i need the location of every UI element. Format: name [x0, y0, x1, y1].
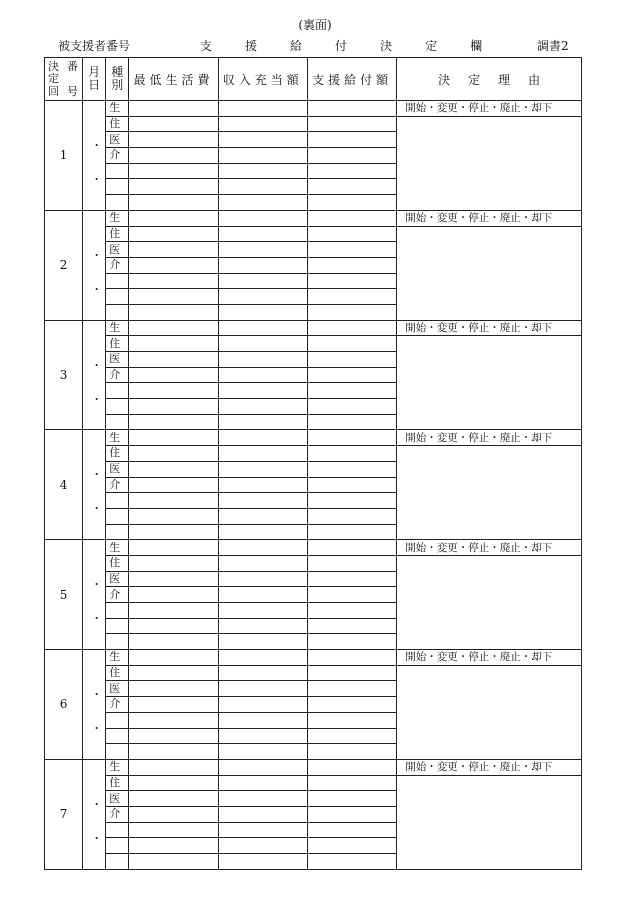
- table-row: [45, 446, 582, 462]
- support-amount-cell[interactable]: [307, 838, 396, 854]
- min-living-cost-header: 最低生活費: [129, 58, 218, 101]
- type-cell: 医: [106, 132, 129, 148]
- form-title-char: 決: [380, 39, 393, 53]
- income-allocation-cell[interactable]: [218, 744, 307, 760]
- date-separator: ・: [91, 502, 103, 516]
- type-cell: 住: [106, 446, 129, 462]
- date-cell[interactable]: [83, 101, 106, 211]
- header-char: 由: [528, 72, 541, 87]
- support-amount-cell[interactable]: [307, 806, 396, 822]
- date-separator: ・: [91, 468, 103, 482]
- date-header-month: 月: [88, 65, 101, 79]
- min-living-cost-cell[interactable]: [129, 508, 218, 524]
- type-cell: 医: [106, 571, 129, 587]
- header-char: 定: [48, 72, 59, 85]
- reason-options[interactable]: 開始・変更・停止・廃止・却下: [397, 650, 582, 666]
- min-living-cost-cell[interactable]: [129, 399, 218, 415]
- type-cell-blank[interactable]: [106, 854, 129, 870]
- support-amount-cell[interactable]: [307, 257, 396, 273]
- date-header: [83, 58, 106, 101]
- income-allocation-cell[interactable]: [218, 665, 307, 681]
- type-header-line2: 別: [111, 78, 124, 92]
- min-living-cost-cell[interactable]: [129, 806, 218, 822]
- support-amount-cell[interactable]: [307, 367, 396, 383]
- date-separator: ・: [91, 831, 103, 845]
- support-amount-cell[interactable]: [307, 681, 396, 697]
- support-amount-cell[interactable]: [307, 759, 396, 775]
- type-header: [106, 58, 129, 101]
- min-living-cost-cell[interactable]: [129, 430, 218, 446]
- support-amount-cell[interactable]: [307, 493, 396, 509]
- min-living-cost-cell[interactable]: [129, 791, 218, 807]
- support-amount-cell[interactable]: [307, 791, 396, 807]
- min-living-cost-cell[interactable]: [129, 618, 218, 634]
- type-cell: 介: [106, 477, 129, 493]
- type-cell: 介: [106, 587, 129, 603]
- type-cell: 介: [106, 367, 129, 383]
- type-cell-blank[interactable]: [106, 524, 129, 540]
- income-allocation-cell[interactable]: [218, 603, 307, 619]
- min-living-cost-cell[interactable]: [129, 461, 218, 477]
- date-separator: ・: [91, 139, 103, 152]
- support-amount-cell[interactable]: [307, 555, 396, 571]
- type-cell: 医: [106, 352, 129, 368]
- type-cell-blank[interactable]: [106, 744, 129, 760]
- decision-number: 5: [45, 540, 83, 650]
- date-separator: ・: [91, 688, 103, 702]
- type-cell: 住: [106, 116, 129, 132]
- min-living-cost-cell[interactable]: [129, 336, 218, 352]
- min-living-cost-cell[interactable]: [129, 226, 218, 242]
- type-cell: 介: [106, 257, 129, 273]
- table-row: [45, 759, 582, 775]
- support-amount-cell[interactable]: [307, 524, 396, 540]
- type-cell: 生: [106, 101, 129, 117]
- support-amount-header: 支援給付額: [307, 58, 396, 101]
- income-allocation-cell[interactable]: [218, 854, 307, 870]
- min-living-cost-cell[interactable]: [129, 697, 218, 713]
- income-allocation-cell[interactable]: [218, 289, 307, 305]
- min-living-cost-cell[interactable]: [129, 744, 218, 760]
- min-living-cost-cell[interactable]: [129, 571, 218, 587]
- support-amount-cell[interactable]: [307, 477, 396, 493]
- table-header-row: [45, 58, 582, 101]
- table-row: [45, 116, 582, 132]
- reverse-side-label: (裏面): [298, 18, 332, 32]
- min-living-cost-cell[interactable]: [129, 493, 218, 509]
- support-amount-cell[interactable]: [307, 179, 396, 195]
- support-amount-cell[interactable]: [307, 101, 396, 117]
- income-allocation-cell[interactable]: [218, 712, 307, 728]
- date-cell[interactable]: [83, 540, 106, 650]
- type-cell: 生: [106, 320, 129, 336]
- reason-body-cell[interactable]: [397, 226, 582, 320]
- header-char: 決: [438, 72, 451, 87]
- income-allocation-cell[interactable]: [218, 352, 307, 368]
- income-allocation-cell[interactable]: [218, 163, 307, 179]
- income-allocation-cell[interactable]: [218, 210, 307, 226]
- support-amount-cell[interactable]: [307, 320, 396, 336]
- support-amount-cell[interactable]: [307, 352, 396, 368]
- form-title-char: 付: [335, 39, 348, 53]
- date-cell[interactable]: [83, 759, 106, 869]
- income-allocation-cell[interactable]: [218, 806, 307, 822]
- min-living-cost-cell[interactable]: [129, 446, 218, 462]
- min-living-cost-cell[interactable]: [129, 242, 218, 258]
- type-cell-blank[interactable]: [106, 163, 129, 179]
- income-allocation-cell[interactable]: [218, 399, 307, 415]
- income-allocation-cell[interactable]: [218, 508, 307, 524]
- support-amount-cell[interactable]: [307, 618, 396, 634]
- table-row: [45, 555, 582, 571]
- recipient-number-label: 被支援者番号: [58, 39, 131, 53]
- reason-options[interactable]: 開始・変更・停止・廃止・却下: [397, 540, 582, 556]
- min-living-cost-cell[interactable]: [129, 524, 218, 540]
- header-char: 回: [48, 85, 59, 98]
- type-cell-blank[interactable]: [106, 493, 129, 509]
- type-cell-blank[interactable]: [106, 179, 129, 195]
- income-allocation-cell[interactable]: [218, 383, 307, 399]
- table-row: [45, 540, 582, 556]
- type-cell-blank[interactable]: [106, 634, 129, 650]
- min-living-cost-cell[interactable]: [129, 352, 218, 368]
- reason-body-cell[interactable]: [397, 775, 582, 869]
- type-cell: 住: [106, 665, 129, 681]
- min-living-cost-cell[interactable]: [129, 210, 218, 226]
- type-cell-blank[interactable]: [106, 289, 129, 305]
- type-cell: 住: [106, 226, 129, 242]
- decision-number: 2: [45, 210, 83, 320]
- income-allocation-cell[interactable]: [218, 650, 307, 666]
- min-living-cost-cell[interactable]: [129, 132, 218, 148]
- type-cell: 生: [106, 430, 129, 446]
- min-living-cost-cell[interactable]: [129, 603, 218, 619]
- income-allocation-cell[interactable]: [218, 320, 307, 336]
- type-cell-blank[interactable]: [106, 399, 129, 415]
- type-cell: 医: [106, 242, 129, 258]
- income-allocation-cell[interactable]: [218, 838, 307, 854]
- type-header-line1: 種: [111, 65, 124, 79]
- support-amount-cell[interactable]: [307, 634, 396, 650]
- min-living-cost-cell[interactable]: [129, 289, 218, 305]
- min-living-cost-cell[interactable]: [129, 383, 218, 399]
- table-row: [45, 430, 582, 446]
- type-cell-blank[interactable]: [106, 304, 129, 320]
- header-char: 番: [67, 60, 78, 73]
- min-living-cost-cell[interactable]: [129, 838, 218, 854]
- reason-options[interactable]: 開始・変更・停止・廃止・却下: [397, 430, 582, 446]
- date-separator: ・: [91, 282, 103, 296]
- income-allocation-cell[interactable]: [218, 226, 307, 242]
- type-cell-blank[interactable]: [106, 728, 129, 744]
- support-amount-cell[interactable]: [307, 775, 396, 791]
- table-row: [45, 665, 582, 681]
- income-allocation-cell[interactable]: [218, 148, 307, 164]
- min-living-cost-cell[interactable]: [129, 854, 218, 870]
- income-allocation-header: 収入充当額: [218, 58, 307, 101]
- type-cell: 医: [106, 791, 129, 807]
- type-cell-blank[interactable]: [106, 618, 129, 634]
- support-amount-cell[interactable]: [307, 383, 396, 399]
- support-amount-cell[interactable]: [307, 854, 396, 870]
- type-cell-blank[interactable]: [106, 273, 129, 289]
- income-allocation-cell[interactable]: [218, 446, 307, 462]
- form-title: [200, 37, 515, 54]
- support-amount-cell[interactable]: [307, 195, 396, 211]
- min-living-cost-cell[interactable]: [129, 555, 218, 571]
- support-amount-cell[interactable]: [307, 587, 396, 603]
- income-allocation-cell[interactable]: [218, 540, 307, 556]
- type-cell-blank[interactable]: [106, 195, 129, 211]
- type-cell: 介: [106, 697, 129, 713]
- support-amount-cell[interactable]: [307, 540, 396, 556]
- type-cell-blank[interactable]: [106, 414, 129, 430]
- form-title-char: 援: [245, 39, 258, 53]
- type-cell-blank[interactable]: [106, 383, 129, 399]
- type-cell: 医: [106, 681, 129, 697]
- table-row: [45, 775, 582, 791]
- date-separator: ・: [91, 173, 103, 186]
- min-living-cost-cell[interactable]: [129, 148, 218, 164]
- min-living-cost-cell[interactable]: [129, 712, 218, 728]
- min-living-cost-cell[interactable]: [129, 759, 218, 775]
- table-row: [45, 320, 582, 336]
- min-living-cost-cell[interactable]: [129, 650, 218, 666]
- type-cell: 生: [106, 540, 129, 556]
- header-char: 理: [498, 72, 511, 87]
- income-allocation-cell[interactable]: [218, 681, 307, 697]
- reason-options[interactable]: 開始・変更・停止・廃止・却下: [397, 210, 582, 226]
- support-amount-cell[interactable]: [307, 712, 396, 728]
- income-allocation-cell[interactable]: [218, 822, 307, 838]
- min-living-cost-cell[interactable]: [129, 304, 218, 320]
- income-allocation-cell[interactable]: [218, 477, 307, 493]
- min-living-cost-cell[interactable]: [129, 179, 218, 195]
- income-allocation-cell[interactable]: [218, 493, 307, 509]
- support-amount-cell[interactable]: [307, 461, 396, 477]
- table-row: [45, 226, 582, 242]
- income-allocation-cell[interactable]: [218, 555, 307, 571]
- reason-body-cell[interactable]: [397, 665, 582, 759]
- reason-options[interactable]: 開始・変更・停止・廃止・却下: [397, 759, 582, 775]
- type-cell: 介: [106, 806, 129, 822]
- income-allocation-cell[interactable]: [218, 571, 307, 587]
- min-living-cost-cell[interactable]: [129, 822, 218, 838]
- min-living-cost-cell[interactable]: [129, 163, 218, 179]
- support-amount-cell[interactable]: [307, 414, 396, 430]
- date-cell[interactable]: [83, 430, 106, 540]
- income-allocation-cell[interactable]: [218, 304, 307, 320]
- income-allocation-cell[interactable]: [218, 618, 307, 634]
- min-living-cost-cell[interactable]: [129, 775, 218, 791]
- support-amount-cell[interactable]: [307, 242, 396, 258]
- income-allocation-cell[interactable]: [218, 101, 307, 117]
- date-separator: ・: [91, 797, 103, 811]
- income-allocation-cell[interactable]: [218, 257, 307, 273]
- min-living-cost-cell[interactable]: [129, 665, 218, 681]
- decision-number: 4: [45, 430, 83, 540]
- table-row: [45, 650, 582, 666]
- type-cell: 医: [106, 461, 129, 477]
- min-living-cost-cell[interactable]: [129, 414, 218, 430]
- income-allocation-cell[interactable]: [218, 195, 307, 211]
- date-separator: ・: [91, 392, 103, 406]
- type-cell: 介: [106, 148, 129, 164]
- type-cell-blank[interactable]: [106, 603, 129, 619]
- type-cell-blank[interactable]: [106, 838, 129, 854]
- min-living-cost-cell[interactable]: [129, 634, 218, 650]
- support-amount-cell[interactable]: [307, 210, 396, 226]
- date-separator: ・: [91, 248, 103, 262]
- reason-body-cell[interactable]: [397, 446, 582, 540]
- min-living-cost-cell[interactable]: [129, 728, 218, 744]
- support-amount-cell[interactable]: [307, 304, 396, 320]
- form-title-char: 定: [425, 39, 438, 53]
- income-allocation-cell[interactable]: [218, 242, 307, 258]
- decision-number: 1: [45, 101, 83, 211]
- support-amount-cell[interactable]: [307, 508, 396, 524]
- support-amount-cell[interactable]: [307, 399, 396, 415]
- support-amount-cell[interactable]: [307, 430, 396, 446]
- min-living-cost-cell[interactable]: [129, 587, 218, 603]
- header-char: 号: [67, 85, 78, 98]
- income-allocation-cell[interactable]: [218, 179, 307, 195]
- type-cell-blank[interactable]: [106, 712, 129, 728]
- reason-options[interactable]: 開始・変更・停止・廃止・却下: [397, 320, 582, 336]
- form-title-char: 欄: [470, 39, 483, 53]
- support-amount-cell[interactable]: [307, 289, 396, 305]
- decision-number: 3: [45, 320, 83, 430]
- support-amount-cell[interactable]: [307, 744, 396, 760]
- support-amount-cell[interactable]: [307, 336, 396, 352]
- table-row: [45, 101, 582, 117]
- date-header-day: 日: [88, 78, 101, 92]
- table-row: [45, 336, 582, 352]
- min-living-cost-cell[interactable]: [129, 681, 218, 697]
- reason-body-cell[interactable]: [397, 555, 582, 649]
- date-cell[interactable]: [83, 650, 106, 760]
- min-living-cost-cell[interactable]: [129, 477, 218, 493]
- income-allocation-cell[interactable]: [218, 634, 307, 650]
- income-allocation-cell[interactable]: [218, 367, 307, 383]
- header-char: 決: [48, 60, 59, 73]
- support-amount-cell[interactable]: [307, 132, 396, 148]
- income-allocation-cell[interactable]: [218, 728, 307, 744]
- support-amount-cell[interactable]: [307, 116, 396, 132]
- reason-options[interactable]: 開始・変更・停止・廃止・却下: [397, 101, 582, 117]
- decision-table: [44, 57, 582, 870]
- support-amount-cell[interactable]: [307, 163, 396, 179]
- income-allocation-cell[interactable]: [218, 273, 307, 289]
- decision-number-header: [45, 58, 83, 101]
- min-living-cost-cell[interactable]: [129, 367, 218, 383]
- date-cell[interactable]: [83, 210, 106, 320]
- type-cell: 住: [106, 336, 129, 352]
- decision-number: 6: [45, 650, 83, 760]
- reason-body-cell[interactable]: [397, 336, 582, 430]
- form-title-char: 支: [200, 39, 213, 53]
- support-amount-cell[interactable]: [307, 571, 396, 587]
- table-row: [45, 210, 582, 226]
- type-cell: 生: [106, 759, 129, 775]
- income-allocation-cell[interactable]: [218, 414, 307, 430]
- min-living-cost-cell[interactable]: [129, 257, 218, 273]
- income-allocation-cell[interactable]: [218, 336, 307, 352]
- date-separator: ・: [91, 722, 103, 736]
- decision-reason-header: [397, 58, 582, 101]
- income-allocation-cell[interactable]: [218, 791, 307, 807]
- min-living-cost-cell[interactable]: [129, 273, 218, 289]
- min-living-cost-cell[interactable]: [129, 320, 218, 336]
- type-cell: 生: [106, 650, 129, 666]
- decision-number: 7: [45, 759, 83, 869]
- support-amount-cell[interactable]: [307, 273, 396, 289]
- form-title-char: 給: [290, 39, 303, 53]
- support-amount-cell[interactable]: [307, 650, 396, 666]
- type-cell: 住: [106, 555, 129, 571]
- income-allocation-cell[interactable]: [218, 524, 307, 540]
- support-amount-cell[interactable]: [307, 697, 396, 713]
- income-allocation-cell[interactable]: [218, 587, 307, 603]
- support-amount-cell[interactable]: [307, 822, 396, 838]
- income-allocation-cell[interactable]: [218, 132, 307, 148]
- type-cell-blank[interactable]: [106, 508, 129, 524]
- header-char: 定: [468, 72, 481, 87]
- income-allocation-cell[interactable]: [218, 116, 307, 132]
- support-amount-cell[interactable]: [307, 603, 396, 619]
- min-living-cost-cell[interactable]: [129, 540, 218, 556]
- reason-body-cell[interactable]: [397, 116, 582, 210]
- support-amount-cell[interactable]: [307, 728, 396, 744]
- income-allocation-cell[interactable]: [218, 697, 307, 713]
- min-living-cost-cell[interactable]: [129, 116, 218, 132]
- income-allocation-cell[interactable]: [218, 430, 307, 446]
- date-separator: ・: [91, 612, 103, 626]
- min-living-cost-cell[interactable]: [129, 195, 218, 211]
- type-cell-blank[interactable]: [106, 822, 129, 838]
- form-code: 調書2: [537, 39, 569, 53]
- support-amount-cell[interactable]: [307, 226, 396, 242]
- support-amount-cell[interactable]: [307, 665, 396, 681]
- date-cell[interactable]: [83, 320, 106, 430]
- income-allocation-cell[interactable]: [218, 461, 307, 477]
- date-separator: ・: [91, 358, 103, 372]
- min-living-cost-cell[interactable]: [129, 101, 218, 117]
- support-amount-cell[interactable]: [307, 446, 396, 462]
- income-allocation-cell[interactable]: [218, 775, 307, 791]
- income-allocation-cell[interactable]: [218, 759, 307, 775]
- type-cell: 住: [106, 775, 129, 791]
- type-cell: 生: [106, 210, 129, 226]
- support-amount-cell[interactable]: [307, 148, 396, 164]
- date-separator: ・: [91, 578, 103, 592]
